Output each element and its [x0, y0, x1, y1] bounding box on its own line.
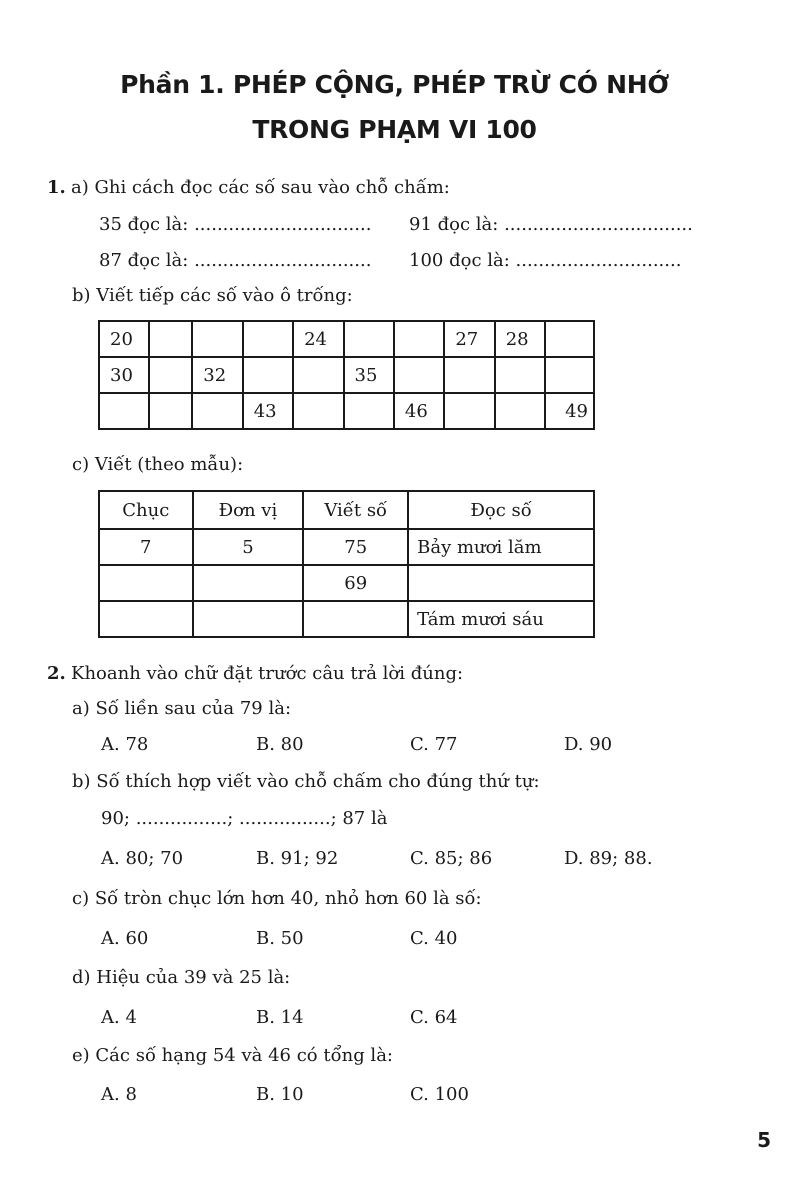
q1-b-text: b) Viết tiếp các số vào ô trống: [72, 285, 353, 306]
table-cell[interactable]: 75 [303, 529, 408, 565]
grid-cell[interactable] [149, 357, 192, 393]
grid-cell[interactable]: 46 [394, 393, 444, 429]
grid-row [99, 321, 594, 357]
grid-cell[interactable] [99, 393, 149, 429]
grid-cell[interactable]: 49 [545, 393, 594, 429]
grid-cell[interactable] [495, 357, 545, 393]
column-header: Chục [99, 491, 193, 529]
q2-e-option[interactable]: C. 100 [410, 1084, 469, 1105]
grid-cell[interactable]: 32 [192, 357, 242, 393]
grid-cell[interactable] [149, 321, 192, 357]
table-cell[interactable]: Bảy mươi lăm [408, 529, 594, 565]
q2-e-option[interactable]: B. 10 [256, 1084, 304, 1105]
table-row [99, 529, 594, 565]
grid-cell[interactable]: 24 [293, 321, 343, 357]
q1-a-item: 87 đọc là: ............................... [99, 250, 372, 271]
grid-cell[interactable] [344, 321, 394, 357]
table-cell[interactable]: 69 [303, 565, 408, 601]
q2-d-option[interactable]: B. 14 [256, 1007, 304, 1028]
q1-number: 1. [47, 177, 66, 198]
table-row [99, 601, 594, 637]
column-header: Viết số [303, 491, 408, 529]
page-title-line-2: TRONG PHẠM VI 100 [252, 115, 537, 144]
grid-cell[interactable]: 35 [344, 357, 394, 393]
grid-row [99, 393, 594, 429]
grid-cell[interactable] [243, 321, 293, 357]
place-value-table [98, 490, 595, 638]
grid-cell[interactable] [394, 321, 444, 357]
grid-cell[interactable] [293, 357, 343, 393]
q2-c-text: c) Số tròn chục lớn hơn 40, nhỏ hơn 60 là số: [72, 888, 482, 909]
table-row [99, 565, 594, 601]
q1-a-item: 91 đọc là: ................................. [409, 214, 693, 235]
grid-cell[interactable] [192, 321, 242, 357]
table-cell[interactable] [303, 601, 408, 637]
q2-number: 2. [47, 663, 66, 684]
grid-cell[interactable]: 20 [99, 321, 149, 357]
q2-text: Khoanh vào chữ đặt trước câu trả lời đúng: [71, 663, 464, 684]
table-cell[interactable] [193, 565, 304, 601]
table-header-row [99, 491, 594, 529]
grid-cell[interactable] [545, 321, 594, 357]
grid-cell[interactable] [394, 357, 444, 393]
q2-b-text: b) Số thích hợp viết vào chỗ chấm cho đúng thứ tự: [72, 771, 540, 792]
grid-cell[interactable]: 27 [444, 321, 494, 357]
grid-cell[interactable]: 28 [495, 321, 545, 357]
grid-row [99, 357, 594, 393]
grid-cell[interactable]: 30 [99, 357, 149, 393]
q2-e-option[interactable]: A. 8 [101, 1084, 137, 1105]
grid-cell[interactable] [495, 393, 545, 429]
q2-a-option[interactable]: C. 77 [410, 734, 458, 755]
table-cell[interactable] [193, 601, 304, 637]
grid-cell[interactable] [444, 393, 494, 429]
grid-cell[interactable] [545, 357, 594, 393]
q2-d-text: d) Hiệu của 39 và 25 là: [72, 967, 291, 988]
grid-cell[interactable]: 43 [243, 393, 293, 429]
q2-a-text: a) Số liền sau của 79 là: [72, 698, 292, 719]
grid-cell[interactable] [243, 357, 293, 393]
q2-e-text: e) Các số hạng 54 và 46 có tổng là: [72, 1045, 393, 1066]
grid-cell[interactable] [344, 393, 394, 429]
number-grid [98, 320, 595, 430]
q2-d-option[interactable]: C. 64 [410, 1007, 458, 1028]
q2-b-option[interactable]: D. 89; 88. [564, 848, 653, 869]
q2-b-option[interactable]: C. 85; 86 [410, 848, 493, 869]
q1-a-text: a) Ghi cách đọc các số sau vào chỗ chấm: [71, 177, 450, 198]
q1-c-text: c) Viết (theo mẫu): [72, 454, 244, 475]
q1-a-item: 100 đọc là: ............................. [409, 250, 682, 271]
table-cell[interactable]: Tám mươi sáu [408, 601, 594, 637]
q1-a-item: 35 đọc là: ............................... [99, 214, 372, 235]
q2-b-option[interactable]: B. 91; 92 [256, 848, 339, 869]
table-cell[interactable] [99, 565, 193, 601]
q2-b-option[interactable]: A. 80; 70 [101, 848, 184, 869]
q2-a-option[interactable]: A. 78 [101, 734, 149, 755]
column-header: Đọc số [408, 491, 594, 529]
q2-c-option[interactable]: A. 60 [101, 928, 149, 949]
table-cell[interactable]: 5 [193, 529, 304, 565]
grid-cell[interactable] [293, 393, 343, 429]
q2-a-option[interactable]: D. 90 [564, 734, 613, 755]
q2-a-option[interactable]: B. 80 [256, 734, 304, 755]
table-cell[interactable] [408, 565, 594, 601]
grid-cell[interactable] [444, 357, 494, 393]
q2-c-option[interactable]: C. 40 [410, 928, 458, 949]
q2-c-option[interactable]: B. 50 [256, 928, 304, 949]
page-title-line-1: Phần 1. PHÉP CỘNG, PHÉP TRỪ CÓ NHỚ [120, 70, 669, 99]
page-number: 5 [757, 1128, 771, 1152]
grid-cell[interactable] [149, 393, 192, 429]
grid-cell[interactable] [192, 393, 242, 429]
q2-b-sequence: 90; ................; ................; 87 là [101, 808, 388, 829]
table-cell[interactable] [99, 601, 193, 637]
q2-d-option[interactable]: A. 4 [101, 1007, 137, 1028]
column-header: Đơn vị [193, 491, 304, 529]
table-cell[interactable]: 7 [99, 529, 193, 565]
